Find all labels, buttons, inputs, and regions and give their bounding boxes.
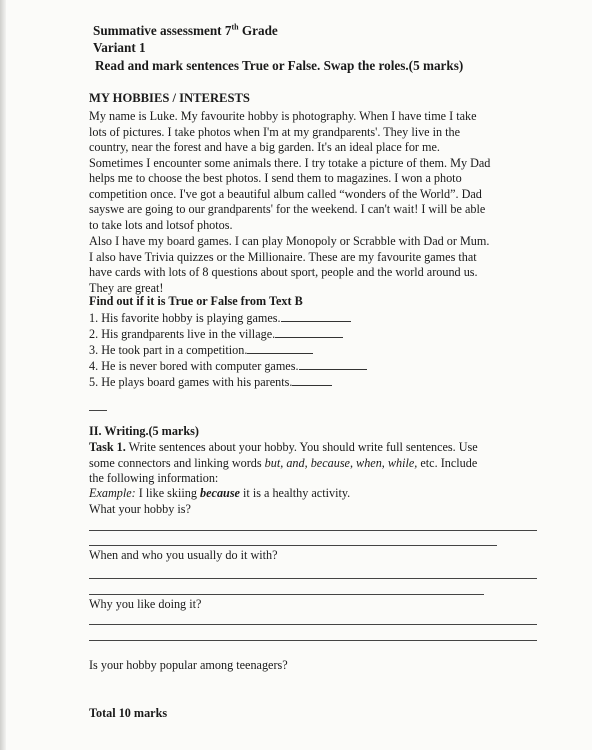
- total-marks: Total 10 marks: [89, 706, 168, 720]
- short-rule: [89, 410, 107, 411]
- answer-blank[interactable]: [275, 327, 343, 338]
- text-line: I also have Trivia quizzes or the Millionaire. These are my favourite games that: [89, 250, 477, 264]
- tf-item: 4. He is never bored with computer games.: [89, 359, 367, 374]
- text-line: They are great!: [89, 281, 164, 295]
- answer-blank[interactable]: [292, 375, 332, 386]
- answer-line[interactable]: [89, 624, 537, 625]
- reading-instruction: Read and mark sentences True or False. Swap the roles.(5 marks): [95, 58, 464, 73]
- question-when-who: When and who you usually do it with?: [89, 548, 278, 562]
- writing-heading: II. Writing.(5 marks): [89, 424, 199, 438]
- answer-blank[interactable]: [299, 359, 367, 370]
- text-line: have cards with lots of 8 questions about sport, people and the world around us.: [89, 265, 478, 279]
- text-line: My name is Luke. My favourite hobby is photography. When I have time I take: [89, 109, 477, 123]
- task-line: the following information:: [89, 471, 219, 485]
- question-hobby: What your hobby is?: [89, 502, 191, 516]
- tf-item: 5. He plays board games with his parents.: [89, 375, 332, 390]
- page-edge-shadow: [0, 0, 6, 750]
- task-line: Task 1. Write sentences about your hobby. You should write full sentences. Use: [89, 440, 478, 454]
- question-why: Why you like doing it?: [89, 597, 202, 611]
- text-line: lots of pictures. I take photos when I'm at my grandparents'. They live in the: [89, 125, 461, 139]
- answer-line[interactable]: [89, 545, 497, 546]
- answer-blank[interactable]: [281, 311, 351, 322]
- tf-heading: Find out if it is True or False from Text B: [89, 294, 303, 308]
- text-line: to take lots and lotsof photos.: [89, 218, 233, 232]
- tf-item: 2. His grandparents live in the village.: [89, 327, 343, 342]
- answer-blank[interactable]: [247, 343, 313, 354]
- example-line: Example: I like skiing because it is a healthy activity.: [89, 486, 351, 500]
- text-line: country, near the forest and have a big garden. It's an ideal place for me.: [89, 140, 440, 154]
- variant-label: Variant 1: [93, 40, 146, 55]
- text-line: Sometimes I encounter some animals there. I try totake a picture of them. My Dad: [89, 156, 491, 170]
- question-popular: Is your hobby popular among teenagers?: [89, 658, 288, 672]
- text-line: competition once. I've got a beautiful album called “wonders of the World”. Dad: [89, 187, 482, 201]
- assessment-title: Summative assessment 7th Grade: [93, 22, 278, 38]
- tf-item: 3. He took part in a competition.: [89, 343, 313, 358]
- text-title: MY HOBBIES / INTERESTS: [89, 91, 250, 105]
- answer-line[interactable]: [89, 594, 484, 595]
- text-line: helps me to choose the best photos. I send them to magazines. I won a photo: [89, 171, 462, 185]
- tf-item: 1. His favorite hobby is playing games.: [89, 311, 351, 326]
- answer-line[interactable]: [89, 640, 537, 641]
- answer-line[interactable]: [89, 530, 537, 531]
- text-line: sayswe are going to our grandparents' for the weekend. I can't wait! I will be able: [89, 202, 486, 216]
- text-line: Also I have my board games. I can play Monopoly or Scrabble with Dad or Mum.: [89, 234, 490, 248]
- task-line: some connectors and linking words but, and, because, when, while, etc. Include: [89, 456, 478, 470]
- answer-line[interactable]: [89, 578, 537, 579]
